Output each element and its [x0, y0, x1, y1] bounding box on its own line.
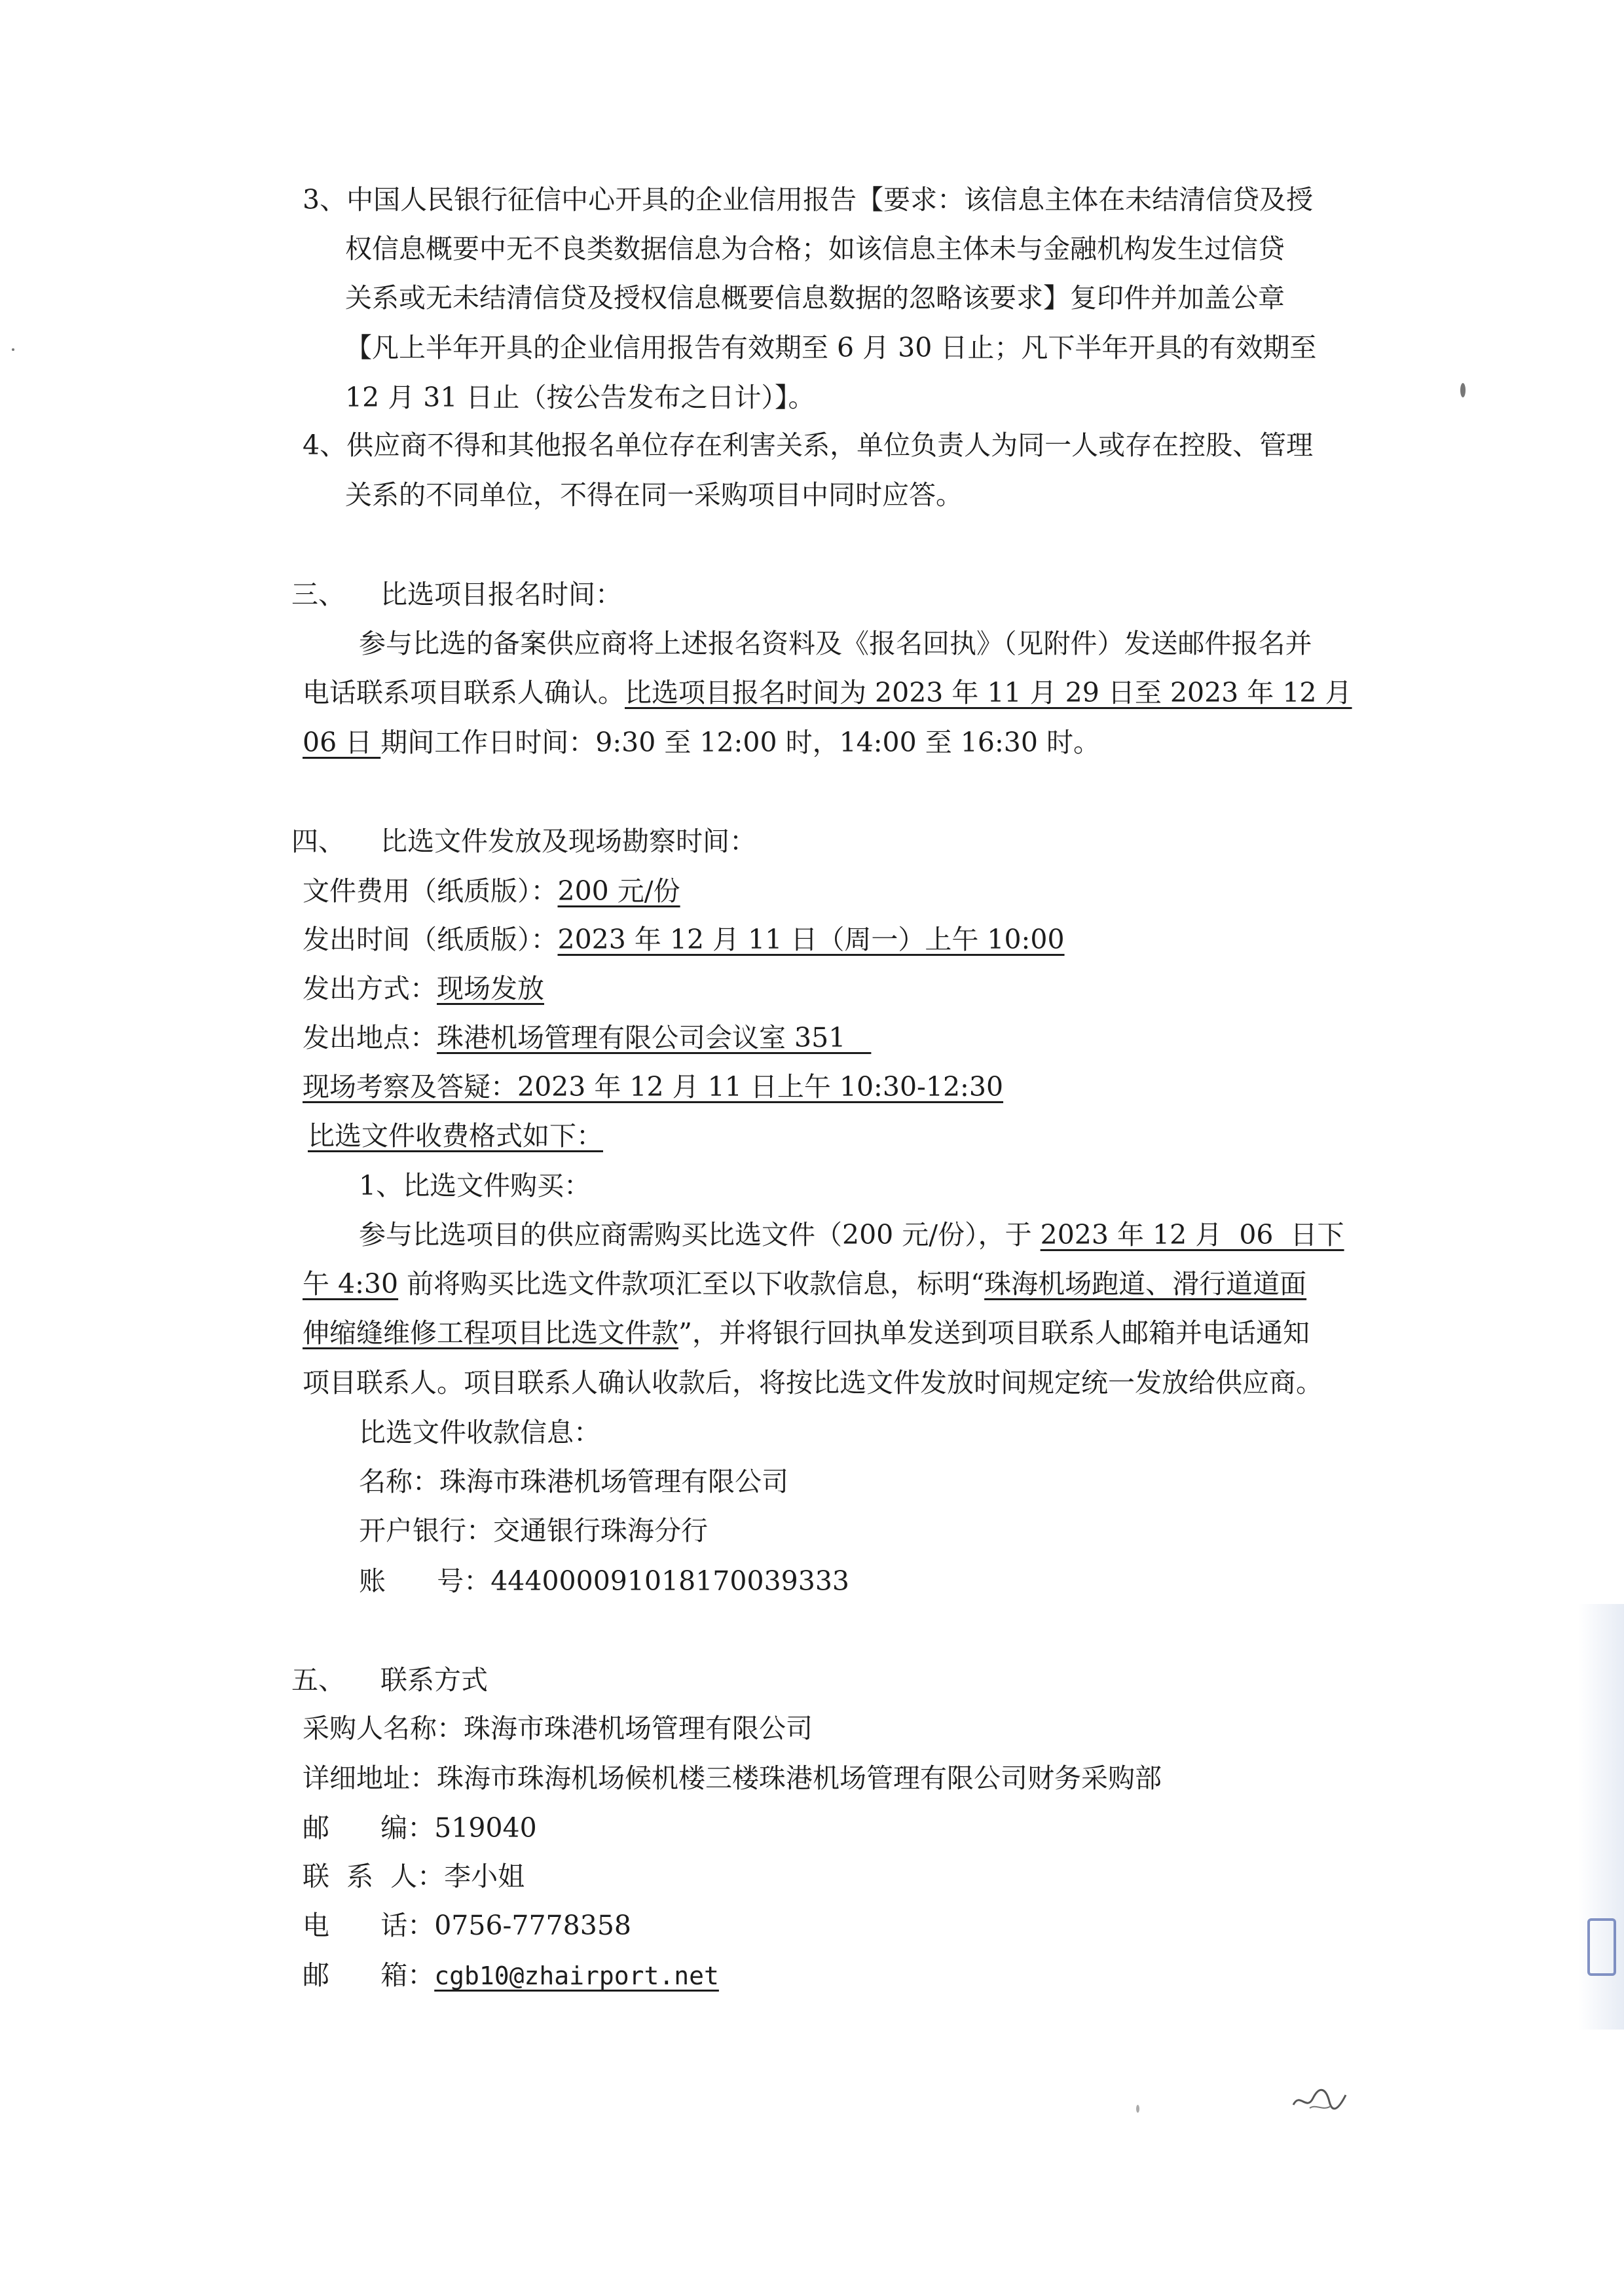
receipt-name: 名称：珠海市珠港机场管理有限公司 — [359, 1466, 788, 1497]
purchase-line2 — [303, 1266, 1306, 1302]
purchase-line3-text: ”，并将银行回执单发送到项目联系人邮箱并电话通知 — [678, 1317, 1310, 1349]
purchase-line1 — [359, 1216, 1344, 1253]
purchase-line2-text: 前将购买比选文件款项汇至以下收款信息，标明“ — [398, 1268, 985, 1300]
section3-para-line3 — [303, 724, 1100, 761]
issue-place-value: 珠港机场管理有限公司会议室 351 — [437, 1022, 872, 1053]
section5-heading — [291, 1662, 488, 1698]
buyer-address: 详细地址：珠海市珠海机场候机楼三楼珠港机场管理有限公司财务采购部 — [303, 1762, 1162, 1794]
section5-number: 五、 — [291, 1664, 345, 1696]
section3-confirm-text: 电话联系项目联系人确认。 — [303, 677, 625, 708]
project-name-part2: 伸缩缝维修工程项目比选文件款 — [303, 1317, 678, 1349]
registration-end-day: 06 日 — [303, 727, 381, 758]
issue-method-value: 现场发放 — [437, 973, 544, 1004]
site-survey-line: 现场考察及答疑：2023 年 12 月 11 日上午 10:30-12:30 — [303, 1071, 1004, 1102]
issue-time-label: 发出时间（纸质版）： — [303, 924, 558, 955]
item3-line1: 3、中国人民银行征信中心开具的企业信用报告【要求：该信息主体在未结清信贷及授 — [303, 184, 1314, 215]
contact-email-row — [303, 1957, 719, 1994]
project-name-part1: 珠海机场跑道、滑行道道面 — [984, 1268, 1307, 1300]
purchase-heading: 1、比选文件购买： — [359, 1170, 591, 1201]
scan-speck — [12, 348, 14, 351]
section3-heading — [291, 576, 622, 613]
section3-para-line2 — [303, 674, 1352, 711]
registration-period: 比选项目报名时间为 2023 年 11 月 29 日至 2023 年 12 月 — [625, 677, 1352, 708]
receipt-heading: 比选文件收款信息： — [359, 1417, 600, 1448]
postcode: 邮 编：519040 — [303, 1812, 537, 1844]
item3-line4: 【凡上半年开具的企业信用报告有效期至 6 月 30 日止；凡下半年开具的有效期至 — [345, 332, 1317, 363]
purchase-line3 — [303, 1315, 1310, 1351]
section3-title: 比选项目报名时间： — [380, 579, 622, 610]
item3-line3: 关系或无未结清信贷及授权信息概要信息数据的忽略该要求】复印件并加盖公章 — [345, 282, 1285, 314]
email-link[interactable]: cgb10@zhairport.net — [434, 1961, 719, 1990]
section3-para-line1: 参与比选的备案供应商将上述报名资料及《报名回执》（见附件）发送邮件报名并 — [359, 628, 1312, 659]
purchase-line1-text: 参与比选项目的供应商需购买比选文件（200 元/份），于 — [359, 1219, 1041, 1250]
scan-speck — [1460, 383, 1466, 397]
section4-title: 比选文件发放及现场勘察时间： — [380, 826, 756, 857]
receipt-account: 账 号：444000091018170039333 — [359, 1565, 849, 1597]
item4-line1: 4、供应商不得和其他报名单位存在利害关系，单位负责人为同一人或存在控股、管理 — [303, 429, 1314, 461]
item3-line2: 权信息概要中无不良类数据信息为合格；如该信息主体未与金融机构发生过信贷 — [345, 233, 1285, 264]
issue-time-row — [303, 921, 1065, 958]
item4-line2: 关系的不同单位，不得在同一采购项目中同时应答。 — [345, 479, 963, 511]
purchase-deadline-date: 2023 年 12 月 06 日下 — [1040, 1219, 1344, 1250]
fee-label: 文件费用（纸质版）： — [303, 875, 558, 907]
fee-value: 200 元/份 — [557, 875, 680, 907]
item3-line5: 12 月 31 日止（按公告发布之日计）】。 — [345, 382, 815, 413]
partial-stamp-mark — [1587, 1918, 1616, 1976]
fee-format-line: 比选文件收费格式如下： — [308, 1120, 603, 1152]
issue-place-label: 发出地点： — [303, 1022, 437, 1053]
purchase-line4: 项目联系人。项目联系人确认收款后，将按比选文件发放时间规定统一发放给供应商。 — [303, 1367, 1323, 1398]
section3-number: 三、 — [291, 579, 345, 610]
contact-phone: 电 话：0756-7778358 — [303, 1910, 631, 1941]
issue-method-row — [303, 970, 544, 1007]
working-hours: 期间工作日时间：9:30 至 12:00 时，14:00 至 16:30 时。 — [380, 727, 1100, 758]
issue-time-value: 2023 年 12 月 11 日（周一）上午 10:00 — [557, 924, 1065, 955]
scan-speck — [1136, 2105, 1139, 2113]
buyer-name: 采购人名称：珠海市珠港机场管理有限公司 — [303, 1713, 813, 1744]
email-label: 邮 箱： — [303, 1959, 435, 1991]
contact-person: 联 系 人：李小姐 — [303, 1861, 525, 1892]
purchase-deadline-time: 午 4:30 — [303, 1268, 399, 1300]
issue-place-row — [303, 1019, 871, 1056]
receipt-bank: 开户银行：交通银行珠海分行 — [359, 1515, 708, 1546]
section4-number: 四、 — [291, 826, 345, 857]
handwritten-mark-icon — [1290, 2085, 1349, 2115]
section4-heading — [291, 823, 756, 860]
section5-title: 联系方式 — [380, 1664, 488, 1696]
issue-method-label: 发出方式： — [303, 973, 437, 1004]
fee-row — [303, 873, 680, 909]
